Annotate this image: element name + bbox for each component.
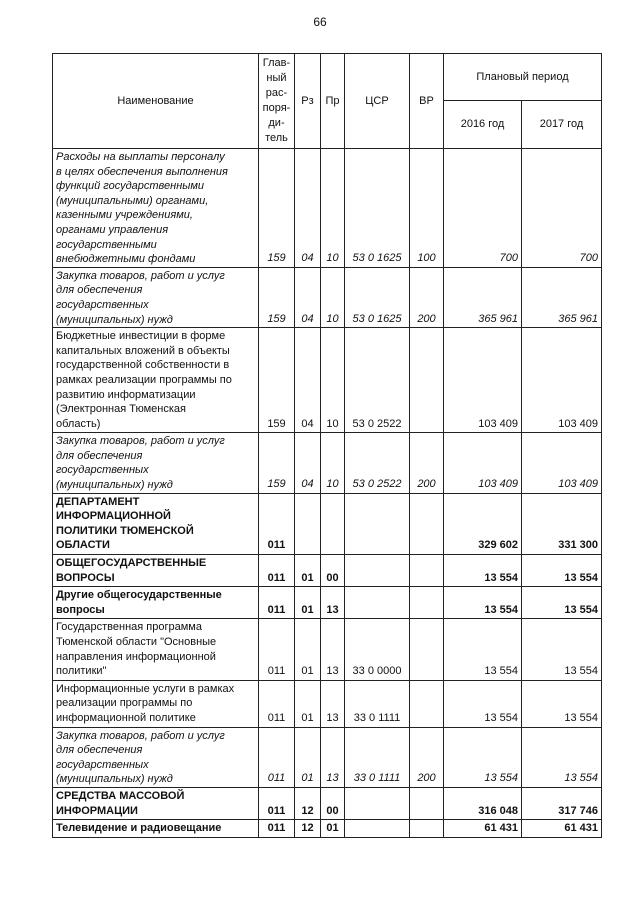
row-rz: 01 — [295, 587, 321, 619]
row-csr — [345, 493, 410, 554]
row-main: 011 — [259, 619, 295, 680]
row-csr — [345, 787, 410, 819]
page-number: 66 — [313, 15, 327, 29]
row-csr: 33 0 1111 — [345, 727, 410, 787]
row-vr — [410, 587, 444, 619]
table-row — [53, 619, 602, 680]
budget-table — [52, 53, 602, 838]
row-pr: 13 — [321, 680, 345, 727]
row-name: Информационные услуги в рамках реализации программы по информационной политике — [53, 680, 259, 727]
row-rz: 04 — [295, 433, 321, 493]
row-csr: 53 0 2522 — [345, 433, 410, 493]
row-2017: 13 554 — [522, 587, 602, 619]
table-row — [53, 555, 602, 587]
row-vr — [410, 328, 444, 433]
row-name: ДЕПАРТАМЕНТ ИНФОРМАЦИОННОЙ ПОЛИТИКИ ТЮМЕНСКОЙ ОБЛАСТИ — [53, 493, 259, 554]
row-2016: 13 554 — [444, 680, 522, 727]
row-csr: 53 0 2522 — [345, 328, 410, 433]
row-2017: 61 431 — [522, 820, 602, 838]
row-name: Бюджетные инвестиции в форме капитальных вложений в объекты государственной собственности в рамках реализации программы по развитию информатизации (Электронная Тюменская область) — [53, 328, 259, 433]
row-rz — [295, 493, 321, 554]
row-main: 011 — [259, 727, 295, 787]
row-2016: 13 554 — [444, 555, 522, 587]
table-row — [53, 433, 602, 493]
row-csr: 53 0 1625 — [345, 267, 410, 327]
table-row — [53, 493, 602, 554]
row-pr: 00 — [321, 555, 345, 587]
row-2017: 317 746 — [522, 787, 602, 819]
row-name: Другие общегосударственные вопросы — [53, 587, 259, 619]
row-2016: 329 602 — [444, 493, 522, 554]
row-vr — [410, 680, 444, 727]
row-name: ОБЩЕГОСУДАРСТВЕННЫЕ ВОПРОСЫ — [53, 555, 259, 587]
row-main: 011 — [259, 555, 295, 587]
row-main: 159 — [259, 328, 295, 433]
row-vr — [410, 820, 444, 838]
row-2016: 13 554 — [444, 727, 522, 787]
row-rz: 04 — [295, 267, 321, 327]
table-row — [53, 727, 602, 787]
row-pr: 10 — [321, 433, 345, 493]
header-csr: ЦСР — [345, 54, 410, 149]
row-pr: 13 — [321, 587, 345, 619]
row-2017: 700 — [522, 149, 602, 268]
row-name: Телевидение и радиовещание — [53, 820, 259, 838]
row-2017: 13 554 — [522, 680, 602, 727]
row-csr — [345, 820, 410, 838]
row-pr: 00 — [321, 787, 345, 819]
table-row — [53, 328, 602, 433]
row-2016: 103 409 — [444, 328, 522, 433]
row-2016: 316 048 — [444, 787, 522, 819]
row-main: 011 — [259, 680, 295, 727]
table-row — [53, 680, 602, 727]
row-csr: 53 0 1625 — [345, 149, 410, 268]
row-main: 159 — [259, 267, 295, 327]
row-pr: 10 — [321, 267, 345, 327]
row-name: Государственная программа Тюменской области "Основные направления информационной политики" — [53, 619, 259, 680]
header-rz: Рз — [295, 54, 321, 149]
row-2016: 700 — [444, 149, 522, 268]
row-vr — [410, 555, 444, 587]
header-main: Глав- ный рас- поря- ди- тель — [259, 54, 295, 149]
row-vr — [410, 493, 444, 554]
header-2016: 2016 год — [444, 101, 522, 149]
row-2016: 61 431 — [444, 820, 522, 838]
row-pr: 13 — [321, 727, 345, 787]
row-main: 159 — [259, 149, 295, 268]
row-vr: 200 — [410, 267, 444, 327]
header-2017: 2017 год — [522, 101, 602, 149]
row-2017: 103 409 — [522, 328, 602, 433]
row-rz: 12 — [295, 787, 321, 819]
row-main: 011 — [259, 787, 295, 819]
row-2017: 331 300 — [522, 493, 602, 554]
row-2017: 13 554 — [522, 555, 602, 587]
row-2017: 103 409 — [522, 433, 602, 493]
row-name: Расходы на выплаты персоналу в целях обеспечения выполнения функций государственными (муниципальными) органами, казенными учреждениями, органами управления государственными внебюджетными фондами — [53, 149, 259, 268]
row-rz: 04 — [295, 149, 321, 268]
row-2016: 13 554 — [444, 619, 522, 680]
row-2017: 365 961 — [522, 267, 602, 327]
table-body — [53, 149, 602, 838]
header-name: Наименование — [53, 54, 259, 149]
table-row — [53, 787, 602, 819]
row-rz: 01 — [295, 619, 321, 680]
row-rz: 04 — [295, 328, 321, 433]
row-name: Закупка товаров, работ и услуг для обеспечения государственных (муниципальных) нужд — [53, 727, 259, 787]
row-pr: 10 — [321, 328, 345, 433]
row-csr: 33 0 1111 — [345, 680, 410, 727]
row-rz: 12 — [295, 820, 321, 838]
row-rz: 01 — [295, 727, 321, 787]
row-2016: 365 961 — [444, 267, 522, 327]
row-csr — [345, 555, 410, 587]
row-name: Закупка товаров, работ и услуг для обеспечения государственных (муниципальных) нужд — [53, 267, 259, 327]
row-csr — [345, 587, 410, 619]
row-vr — [410, 787, 444, 819]
row-name: СРЕДСТВА МАССОВОЙ ИНФОРМАЦИИ — [53, 787, 259, 819]
row-pr: 10 — [321, 149, 345, 268]
row-pr: 01 — [321, 820, 345, 838]
row-2017: 13 554 — [522, 727, 602, 787]
row-main: 011 — [259, 493, 295, 554]
header-period: Плановый период — [444, 54, 602, 101]
row-main: 011 — [259, 587, 295, 619]
row-2016: 13 554 — [444, 587, 522, 619]
row-2016: 103 409 — [444, 433, 522, 493]
row-vr — [410, 619, 444, 680]
header-pr: Пр — [321, 54, 345, 149]
row-2017: 13 554 — [522, 619, 602, 680]
row-vr: 200 — [410, 727, 444, 787]
table-row — [53, 820, 602, 838]
row-csr: 33 0 0000 — [345, 619, 410, 680]
row-rz: 01 — [295, 680, 321, 727]
table-row — [53, 149, 602, 268]
table-row — [53, 267, 602, 327]
row-vr: 100 — [410, 149, 444, 268]
header-vr: ВР — [410, 54, 444, 149]
row-main: 159 — [259, 433, 295, 493]
row-main: 011 — [259, 820, 295, 838]
row-pr — [321, 493, 345, 554]
row-pr: 13 — [321, 619, 345, 680]
row-name: Закупка товаров, работ и услуг для обеспечения государственных (муниципальных) нужд — [53, 433, 259, 493]
table-row — [53, 587, 602, 619]
row-vr: 200 — [410, 433, 444, 493]
row-rz: 01 — [295, 555, 321, 587]
